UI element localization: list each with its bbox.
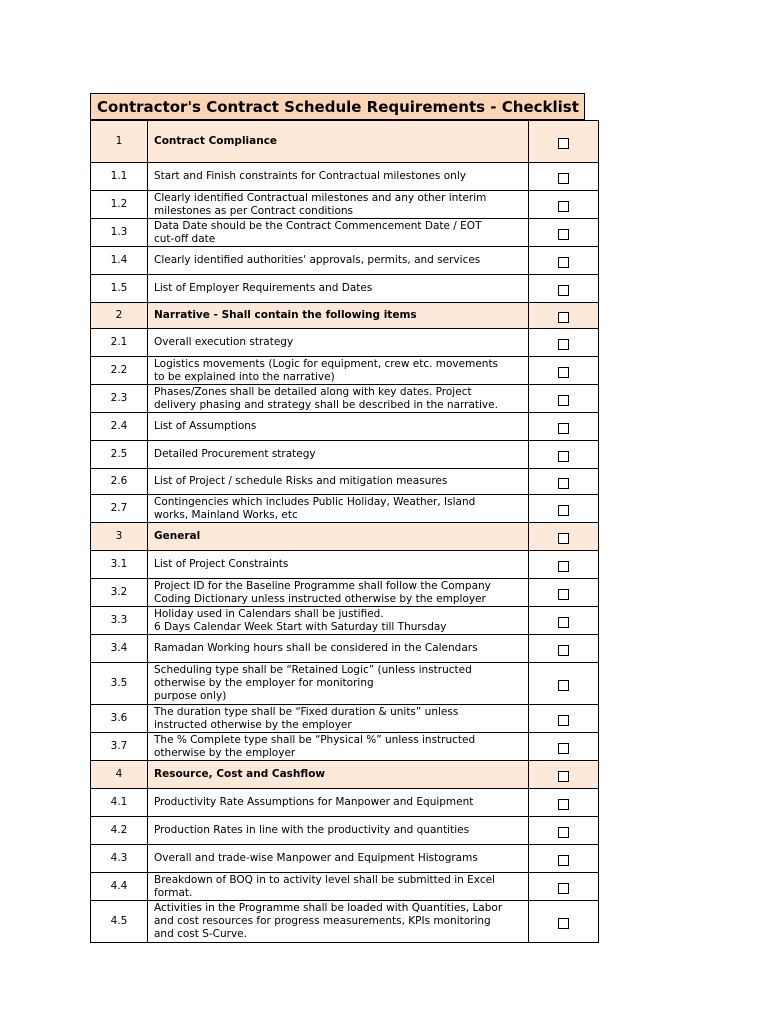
item-number: 3.7 <box>91 733 148 761</box>
item-description: Productivity Rate Assumptions for Manpower and Equipment <box>148 789 529 817</box>
checkbox-cell <box>529 705 599 733</box>
checkbox-cell <box>529 761 599 789</box>
checkbox-cell <box>529 495 599 523</box>
checklist-item-row <box>91 385 599 413</box>
checklist-item-row <box>91 275 599 303</box>
checkbox[interactable] <box>558 827 569 838</box>
item-number: 1.1 <box>91 163 148 191</box>
checkbox-cell <box>529 329 599 357</box>
checklist-item-row <box>91 873 599 901</box>
item-number: 4 <box>91 761 148 789</box>
checkbox-cell <box>529 817 599 845</box>
checkbox[interactable] <box>558 478 569 489</box>
checklist-item-row <box>91 705 599 733</box>
item-description: Overall and trade-wise Manpower and Equipment Histograms <box>148 845 529 873</box>
item-number: 2.1 <box>91 329 148 357</box>
item-description: List of Employer Requirements and Dates <box>148 275 529 303</box>
item-description: Activities in the Programme shall be loaded with Quantities, Labor and cost resources for progress measurements, KPIs monitoring and cost S-Curve. <box>148 901 529 943</box>
checkbox[interactable] <box>558 589 569 600</box>
item-description: Clearly identified authorities' approvals, permits, and services <box>148 247 529 275</box>
checklist-item-row <box>91 357 599 385</box>
item-description: Scheduling type shall be “Retained Logic” (unless instructed otherwise by the employer for monitoring purpose only) <box>148 663 529 705</box>
item-number: 1.2 <box>91 191 148 219</box>
checkbox[interactable] <box>558 312 569 323</box>
item-number: 3 <box>91 523 148 551</box>
item-description: Breakdown of BOQ in to activity level shall be submitted in Excel format. <box>148 873 529 901</box>
item-description: Production Rates in line with the productivity and quantities <box>148 817 529 845</box>
checkbox[interactable] <box>558 918 569 929</box>
item-number: 4.5 <box>91 901 148 943</box>
checkbox-cell <box>529 523 599 551</box>
checklist-item-row <box>91 163 599 191</box>
checklist-item-row <box>91 441 599 469</box>
checklist-item-row <box>91 579 599 607</box>
section-heading: General <box>148 523 529 551</box>
item-number: 2.4 <box>91 413 148 441</box>
checkbox[interactable] <box>558 715 569 726</box>
item-description: Start and Finish constraints for Contractual milestones only <box>148 163 529 191</box>
section-row <box>91 523 599 551</box>
checkbox[interactable] <box>558 423 569 434</box>
item-number: 3.2 <box>91 579 148 607</box>
checklist-item-row <box>91 607 599 635</box>
checkbox[interactable] <box>558 855 569 866</box>
item-description: Contingencies which includes Public Holiday, Weather, Island works, Mainland Works, etc <box>148 495 529 523</box>
item-number: 3.1 <box>91 551 148 579</box>
item-number: 2.3 <box>91 385 148 413</box>
checkbox-cell <box>529 469 599 495</box>
checkbox-cell <box>529 551 599 579</box>
checkbox[interactable] <box>558 257 569 268</box>
item-number: 4.2 <box>91 817 148 845</box>
item-description: The % Complete type shall be “Physical %” unless instructed otherwise by the employer <box>148 733 529 761</box>
item-description: List of Project Constraints <box>148 551 529 579</box>
item-number: 2 <box>91 303 148 329</box>
checkbox[interactable] <box>558 743 569 754</box>
checkbox[interactable] <box>558 505 569 516</box>
item-number: 4.1 <box>91 789 148 817</box>
item-number: 4.4 <box>91 873 148 901</box>
checkbox[interactable] <box>558 173 569 184</box>
checkbox-cell <box>529 663 599 705</box>
item-description: Phases/Zones shall be detailed along with key dates. Project delivery phasing and strategy shall be described in the narrative. <box>148 385 529 413</box>
item-number: 1.5 <box>91 275 148 303</box>
checkbox-cell <box>529 845 599 873</box>
checkbox-cell <box>529 219 599 247</box>
checklist-item-row <box>91 635 599 663</box>
checkbox[interactable] <box>558 617 569 628</box>
checkbox-cell <box>529 789 599 817</box>
item-number: 3.5 <box>91 663 148 705</box>
checkbox-cell <box>529 357 599 385</box>
item-number: 4.3 <box>91 845 148 873</box>
item-description: Ramadan Working hours shall be considered in the Calendars <box>148 635 529 663</box>
checkbox-cell <box>529 441 599 469</box>
checkbox[interactable] <box>558 883 569 894</box>
checklist-item-row <box>91 901 599 943</box>
section-heading: Resource, Cost and Cashflow <box>148 761 529 789</box>
checklist-item-row <box>91 469 599 495</box>
section-row <box>91 303 599 329</box>
checklist-rows <box>91 121 599 943</box>
checkbox-cell <box>529 163 599 191</box>
item-description: The duration type shall be “Fixed duration & units” unless instructed otherwise by the employer <box>148 705 529 733</box>
item-description: Clearly identified Contractual milestones and any other interim milestones as per Contract conditions <box>148 191 529 219</box>
checkbox[interactable] <box>558 138 569 149</box>
checkbox-cell <box>529 901 599 943</box>
checklist-item-row <box>91 817 599 845</box>
checklist-item-row <box>91 845 599 873</box>
item-number: 3.3 <box>91 607 148 635</box>
checkbox[interactable] <box>558 367 569 378</box>
item-number: 2.6 <box>91 469 148 495</box>
checkbox-cell <box>529 247 599 275</box>
checkbox[interactable] <box>558 771 569 782</box>
checkbox-cell <box>529 121 599 163</box>
item-number: 3.6 <box>91 705 148 733</box>
item-description: List of Assumptions <box>148 413 529 441</box>
checkbox[interactable] <box>558 339 569 350</box>
item-description: Project ID for the Baseline Programme shall follow the Company Coding Dictionary unless instructed otherwise by the employer <box>148 579 529 607</box>
checklist-item-row <box>91 663 599 705</box>
checkbox[interactable] <box>558 561 569 572</box>
section-heading: Narrative - Shall contain the following items <box>148 303 529 329</box>
checkbox-cell <box>529 579 599 607</box>
item-number: 2.2 <box>91 357 148 385</box>
checkbox-cell <box>529 873 599 901</box>
item-number: 1 <box>91 121 148 163</box>
item-description: List of Project / schedule Risks and mitigation measures <box>148 469 529 495</box>
checkbox[interactable] <box>558 201 569 212</box>
checkbox[interactable] <box>558 451 569 462</box>
item-description: Holiday used in Calendars shall be justified. 6 Days Calendar Week Start with Saturday till Thursday <box>148 607 529 635</box>
checklist-item-row <box>91 551 599 579</box>
checkbox-cell <box>529 413 599 441</box>
checkbox-cell <box>529 733 599 761</box>
checklist-item-row <box>91 495 599 523</box>
item-description: Logistics movements (Logic for equipment, crew etc. movements to be explained into the narrative) <box>148 357 529 385</box>
checkbox-cell <box>529 635 599 663</box>
section-heading: Contract Compliance <box>148 121 529 163</box>
checklist-item-row <box>91 247 599 275</box>
item-number: 3.4 <box>91 635 148 663</box>
checkbox-cell <box>529 385 599 413</box>
checkbox[interactable] <box>558 799 569 810</box>
item-description: Detailed Procurement strategy <box>148 441 529 469</box>
checkbox[interactable] <box>558 395 569 406</box>
checkbox[interactable] <box>558 533 569 544</box>
checkbox-cell <box>529 275 599 303</box>
item-description: Data Date should be the Contract Commencement Date / EOT cut-off date <box>148 219 529 247</box>
checklist-sheet <box>90 93 585 943</box>
checklist-item-row <box>91 329 599 357</box>
checklist-table <box>90 120 599 943</box>
checklist-title: Contractor's Contract Schedule Requirements - Checklist <box>90 93 585 120</box>
item-description: Overall execution strategy <box>148 329 529 357</box>
section-row <box>91 121 599 163</box>
item-number: 2.5 <box>91 441 148 469</box>
checklist-item-row <box>91 789 599 817</box>
item-number: 1.4 <box>91 247 148 275</box>
checklist-item-row <box>91 413 599 441</box>
checkbox-cell <box>529 191 599 219</box>
checklist-item-row <box>91 733 599 761</box>
checkbox[interactable] <box>558 680 569 691</box>
checkbox-cell <box>529 607 599 635</box>
checkbox[interactable] <box>558 229 569 240</box>
checklist-item-row <box>91 191 599 219</box>
section-row <box>91 761 599 789</box>
item-number: 1.3 <box>91 219 148 247</box>
item-number: 2.7 <box>91 495 148 523</box>
checkbox-cell <box>529 303 599 329</box>
checkbox[interactable] <box>558 645 569 656</box>
checklist-item-row <box>91 219 599 247</box>
checkbox[interactable] <box>558 285 569 296</box>
